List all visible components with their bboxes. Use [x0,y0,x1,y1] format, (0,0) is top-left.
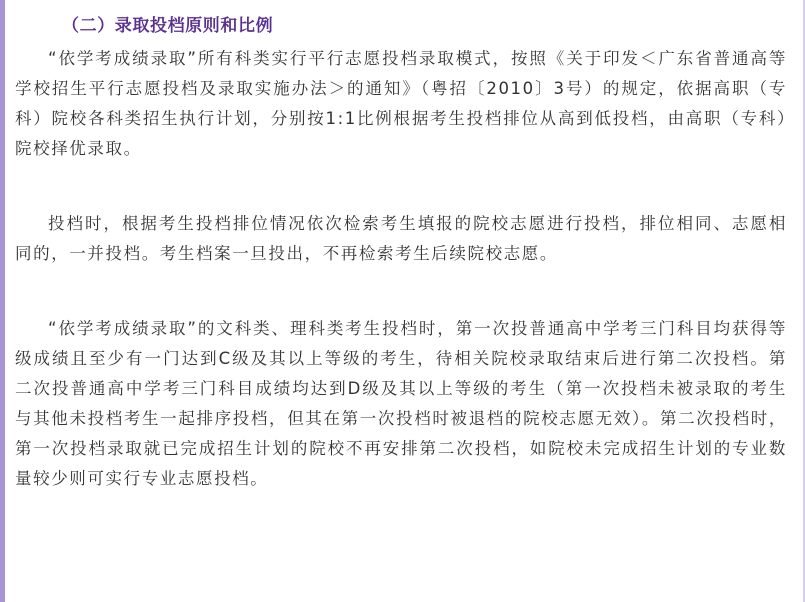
article-body [15,8,787,494]
paragraph-spacer [15,164,787,209]
paragraph-two-rounds: “依学考成绩录取”的文科类、理科类考生投档时，第一次投普通高中学考三门科目均获得等级成绩且至少有一门达到C级及其以上等级的考生，待相关院校录取结束后进行第二次投档。第二次投普通高中学考三门科目成绩均达到D级及其以上等级的考生（第一次投档未被录取的考生与其他未投档考生一起排序投档，但其在第一次投档时被退档的院校志愿无效）。第二次投档时，第一次投档录取就已完成招生计划的院校不再安排第二次投档，如院校未完成招生计划的专业数量较少则可实行专业志愿投档。 [15,319,787,488]
paragraph-filing-rule: 投档时，根据考生投档排位情况依次检索考生填报的院校志愿进行投档，排位相同、志愿相同的，一并投档。考生档案一旦投出，不再检索考生后续院校志愿。 [15,214,787,263]
paragraph-admission-mode: “依学考成绩录取”所有科类实行平行志愿投档录取模式，按照《关于印发＜广东省普通高等学校招生平行志愿投档及录取实施办法＞的通知》（粤招〔2010〕3号）的规定，依据高职（专科）院校各科类招生执行计划，分别按1:1比例根据考生投档排位从高到低投档，由高职（专科）院校择优录取。 [15,49,787,158]
section-heading: （二）录取投档原则和比例 [62,16,274,36]
left-accent-rule [0,0,5,602]
paragraph-spacer [15,269,787,314]
